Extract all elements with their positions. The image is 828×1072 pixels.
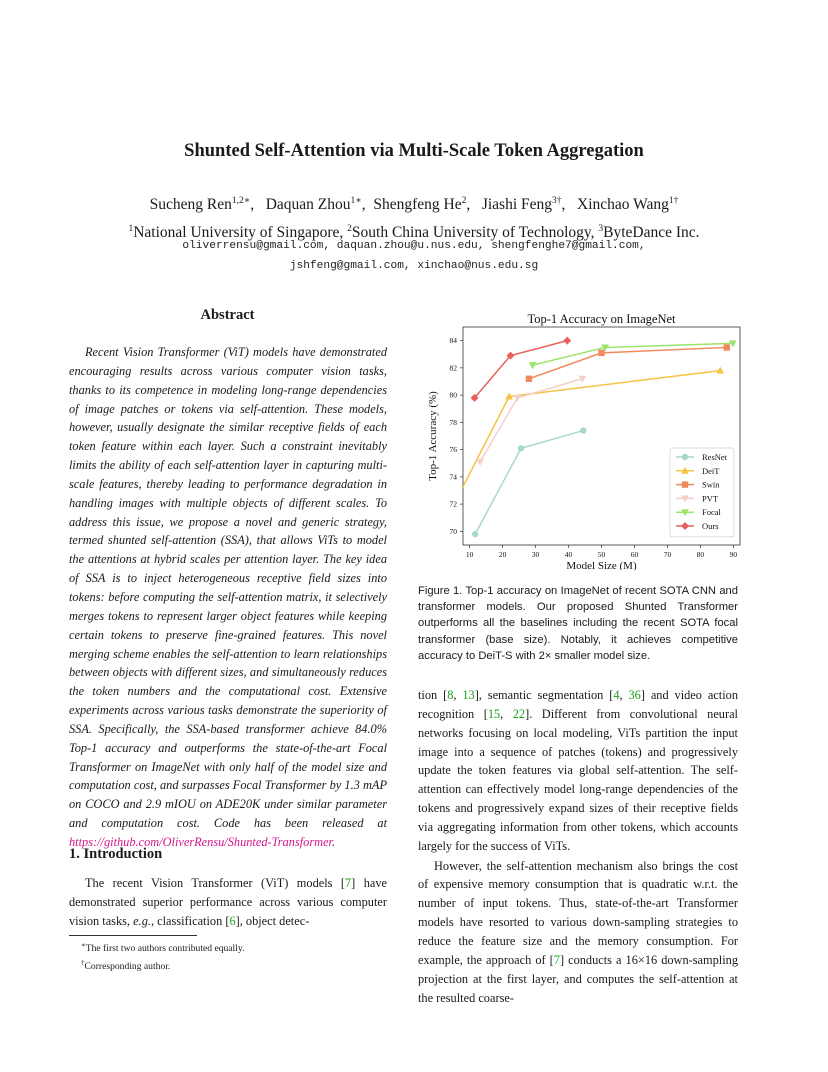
- body-paragraph: [418, 857, 738, 1008]
- footnotes: [69, 938, 387, 974]
- affiliation: National University of Singapore,: [133, 224, 348, 242]
- x-tick-label: 30: [531, 550, 540, 559]
- affiliation-sup: 3: [598, 224, 604, 235]
- y-tick-label: 80: [449, 390, 457, 400]
- x-tick-label: 20: [498, 550, 507, 559]
- body-text: tion [: [418, 688, 448, 702]
- footnote: [69, 938, 387, 956]
- email-block: [0, 236, 828, 276]
- citation-link[interactable]: 8: [447, 688, 454, 702]
- affiliation-sup: 1: [128, 224, 134, 235]
- x-tick-label: 10: [465, 550, 474, 559]
- footnote-marker: ∗: [81, 941, 86, 949]
- affiliation-sup: 2: [347, 224, 352, 235]
- data-point-swin: [526, 376, 532, 382]
- author-sup: 3†: [552, 196, 562, 206]
- series-focal: [529, 340, 737, 369]
- citation-link[interactable]: 13: [462, 688, 475, 702]
- legend-label-focal: Focal: [702, 507, 721, 518]
- citation-link[interactable]: 7: [344, 876, 352, 890]
- author-name: Jiashi Feng: [481, 196, 553, 214]
- accuracy-chart-svg: [418, 305, 748, 570]
- series-line-pvt: [480, 379, 582, 462]
- legend-label-ours: Ours: [702, 521, 719, 531]
- body-text: ]. Different from convolutional neural networks focusing on local modeling, ViTs partition the input image into a sequence of patches (tokens) and progressively update the token features via global self-attention. The self-attention can effectively model long-range dependencies of the tokens and progressively expand sizes of their receptive fields via aggregating information from other tokens, which accounts largely for the success of ViTs.: [418, 706, 738, 853]
- legend-label-pvt: PVT: [702, 493, 719, 504]
- legend-marker-swin: [682, 481, 688, 487]
- paper-title: Shunted Self-Attention via Multi-Scale Token Aggregation: [184, 141, 644, 161]
- body-text: However, the self-attention mechanism also brings the cost of expensive memory consumption that is quadratic w.r.t. the number of input tokens. Thus, state-of-the-art Transformer models have resorted to various down-sampling strategies to reduce the feature size and the memory consumption. For example, the approach of [: [418, 858, 738, 967]
- y-tick-label: 84: [449, 336, 457, 346]
- citation-link[interactable]: 6: [229, 913, 236, 928]
- figure-caption: Figure 1. Top-1 accuracy on ImageNet of recent SOTA CNN and transformer models. Our proposed Shunted Transformer outperforms all the baselines including the recent SOTA focal transformer (base size). Notably, it achieves competitive accuracy to DeiT-S with 2× smaller model size.: [418, 585, 738, 662]
- body-text: ] and video action recognition [: [418, 688, 738, 721]
- footnote-text: The first two authors contributed equally.: [85, 943, 245, 955]
- y-tick-label: 76: [449, 445, 457, 455]
- citation-link[interactable]: 4: [613, 688, 620, 702]
- author-list: Sucheng Ren$^{1,2∗}$, Daquan Zhou$^{1∗}$, Shengfeng He$^2$, Jiashi Feng$^{3\dagger}$, Xinchao Wang$^{1\dagger}$: [149, 196, 679, 214]
- intro-text: ], object detec-: [235, 913, 310, 928]
- affiliation: ByteDance Inc.: [603, 224, 700, 242]
- y-tick-label: 70: [449, 526, 457, 536]
- footnote-text: Corresponding author.: [84, 961, 171, 973]
- legend-marker-resnet: [682, 454, 688, 460]
- footnote-divider: [69, 935, 197, 936]
- x-tick-label: 60: [630, 550, 639, 559]
- intro-text: e.g.: [133, 913, 151, 928]
- code-link[interactable]: https://github.com/OliverRensu/Shunted-Transformer: [69, 834, 332, 849]
- data-point-pvt: [476, 459, 484, 466]
- intro-text: ] have demonstrated superior performance across various computer vision tasks,: [69, 876, 387, 928]
- series-line-resnet: [475, 431, 583, 535]
- data-point-deit: [716, 367, 724, 374]
- abstract-text: Recent Vision Transformer (ViT) models have demonstrated encouraging results across various computer vision tasks, thanks to its competence in modeling long-range dependencies of image patches or tokens via self-attention. These models, however, usually designate the similar receptive fields of each token feature within each layer. Such a constraint inevitably limits the ability of each self-attention layer in capturing multi-scale features, thereby leading to performance degradation in handling images with multiple objects of different scales. To address this issue, we propose a novel and generic strategy, termed shunted self-attention (SSA), that allows ViTs to model the attentions at hybrid scales per attention layer. The key idea of SSA is to inject heterogeneous receptive field sizes into tokens: before computing the self-attention matrix, it selectively merges tokens to represent larger object features while keeping certain tokens to preserve fine-grained features. This novel merging scheme enables the self-attention to learn relationships between objects with different sizes, and simultaneously reduces the token numbers and the computational cost. Extensive experiments across various tasks demonstrate the superiority of SSA. Specifically, the SSA-based transformer achieve 84.0% Top-1 accuracy and outperforms the state-of-the-art Focal Transformer on ImageNet with only half of the model size and computation cost, and surpasses Focal Transformer by 1.3 mAP on COCO and 2.9 mIOU on ADE20K under similar parameter and computation cost. Code has been released at: [69, 345, 387, 831]
- intro-text: , classification [: [150, 913, 230, 928]
- section-heading-introduction: 1. Introduction: [69, 846, 163, 862]
- body-text: ,: [619, 688, 629, 702]
- data-point-focal: [529, 362, 537, 369]
- email-line: jshfeng@gmail.com, xinchao@nus.edu.sg: [289, 260, 539, 272]
- citation-link[interactable]: 15: [487, 706, 501, 721]
- abstract-body: [69, 343, 387, 852]
- citation-link[interactable]: 7: [553, 952, 560, 967]
- right-column-text: [418, 686, 738, 1007]
- author-sup: 1†: [668, 196, 679, 206]
- chart-legend: [670, 448, 734, 537]
- series-resnet: [472, 427, 587, 537]
- x-tick-label: 90: [729, 550, 738, 559]
- x-tick-label: 70: [663, 550, 672, 559]
- series-swin: [526, 344, 730, 382]
- data-point-swin: [598, 350, 604, 356]
- data-point-resnet: [518, 445, 524, 451]
- author-name: Daquan Zhou: [265, 196, 351, 214]
- data-point-swin: [724, 344, 730, 350]
- footnote: [69, 956, 387, 974]
- y-tick-label: 78: [449, 417, 457, 427]
- abstract-end: .: [331, 834, 336, 849]
- legend-label-swin: Swin: [702, 479, 720, 490]
- series-line-ours: [475, 341, 568, 398]
- x-tick-label: 80: [696, 550, 705, 559]
- body-text: ,: [500, 706, 513, 721]
- x-tick-label: 40: [564, 550, 573, 559]
- body-text: ,: [453, 688, 463, 702]
- author-name: Shengfeng He: [373, 196, 462, 214]
- y-tick-label: 74: [449, 472, 457, 482]
- body-text: ], semantic segmentation [: [474, 688, 614, 702]
- data-point-resnet: [580, 427, 586, 433]
- citation-link[interactable]: 36: [628, 688, 641, 702]
- author-name: Sucheng Ren: [149, 196, 232, 214]
- y-axis-label: Top-1 Accuracy (%): [427, 391, 439, 481]
- x-axis-label: Model Size (M): [566, 560, 637, 570]
- intro-text: The recent Vision Transformer (ViT) models [: [85, 876, 345, 890]
- footnote-marker: †: [81, 959, 85, 968]
- abstract-heading: Abstract: [200, 307, 255, 323]
- series-line-focal: [533, 343, 733, 365]
- author-sup: 2: [461, 196, 467, 206]
- legend-label-resnet: ResNet: [702, 452, 728, 462]
- citation-link[interactable]: 22: [512, 706, 526, 721]
- data-point-ours: [563, 337, 571, 345]
- intro-paragraph: [69, 874, 387, 931]
- x-tick-label: 50: [597, 550, 606, 559]
- data-point-resnet: [472, 531, 478, 537]
- chart-title: Top-1 Accuracy on ImageNet: [527, 312, 676, 326]
- legend-label-deit: DeiT: [702, 465, 720, 476]
- accuracy-chart: [418, 305, 748, 570]
- author-name: Xinchao Wang: [577, 196, 669, 214]
- body-paragraph: [418, 686, 738, 856]
- affiliation: South China University of Technology,: [351, 224, 599, 242]
- author-sup: 1∗: [350, 196, 362, 206]
- data-point-pvt: [514, 395, 522, 402]
- y-tick-label: 82: [449, 363, 457, 373]
- body-text: ] conducts a 16×16 down-sampling projection at the first layer, and computes the self-attention at the resulted coarse-: [418, 952, 739, 1005]
- y-tick-label: 72: [449, 499, 457, 509]
- email-line: oliverrensu@gmail.com, daquan.zhou@u.nus.edu, shengfenghe7@gmail.com,: [182, 240, 646, 252]
- author-sup: 1,2∗: [231, 196, 251, 206]
